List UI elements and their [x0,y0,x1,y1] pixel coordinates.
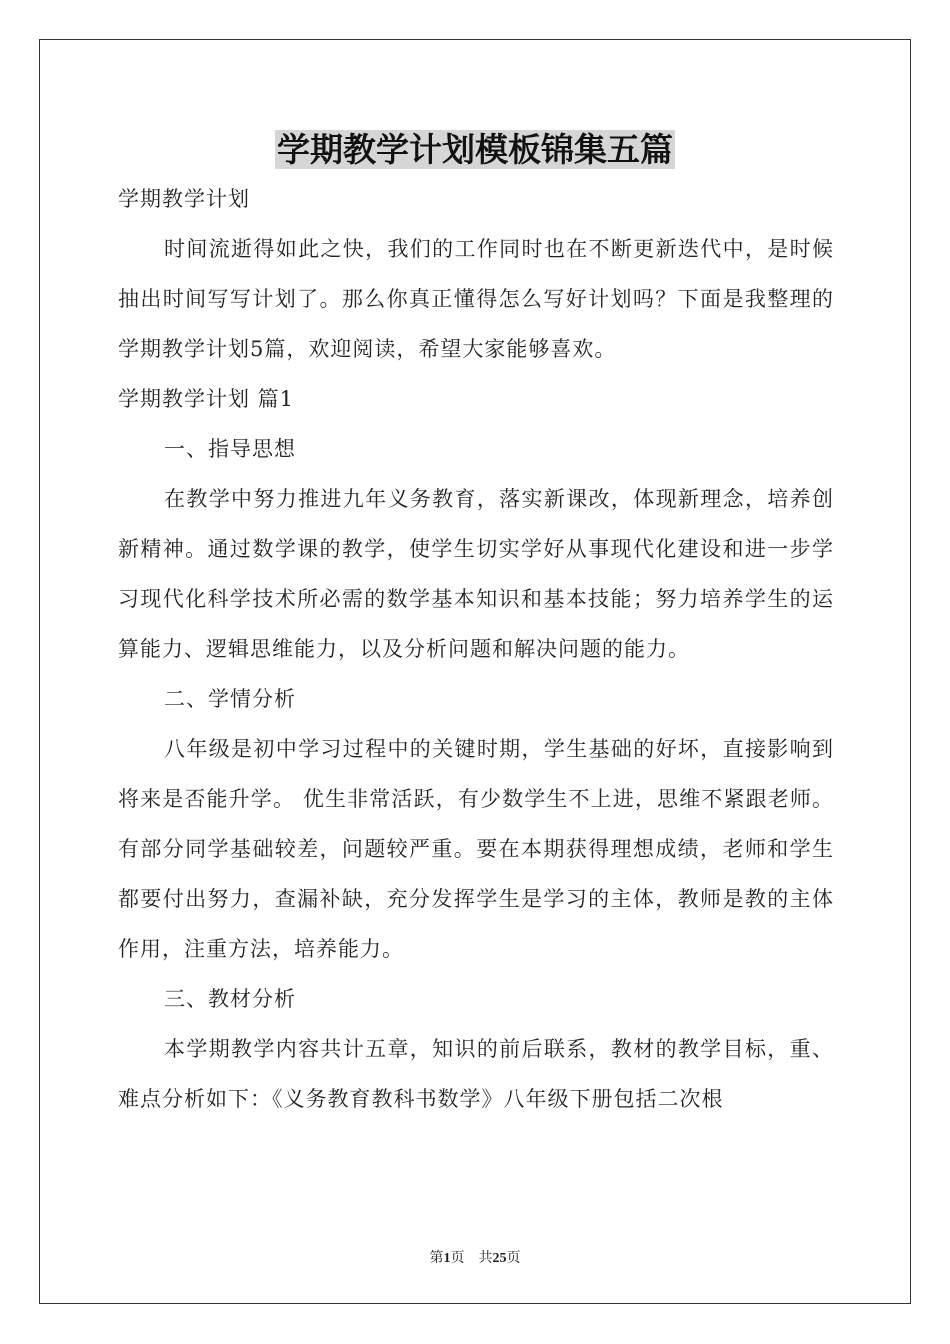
section-label: 学期教学计划 [118,187,250,211]
document-title [0,128,950,172]
footer-page-total: 25 [492,1251,507,1266]
guiding-ideas-paragraph: 在教学中努力推进九年义务教育，落实新课改，体现新理念，培养创新精神。通过数学课的教学，使学生切实学好从事现代化建设和进一步学习现代化科学技术所必需的数学基本知识和基本技能；努力培养学生的运算能力、逻辑思维能力，以及分析问题和解决问题的能力。 [118,487,834,661]
subheading-textbook-analysis: 三、教材分析 [164,987,296,1011]
footer-mid: 页 共 [450,1251,493,1266]
footer-page-number: 1 [443,1251,451,1266]
subheading-student-analysis: 二、学情分析 [164,687,296,711]
subheading-guiding-ideas: 一、指导思想 [164,437,296,461]
textbook-analysis-paragraph: 本学期教学内容共计五章，知识的前后联系，教材的教学目标，重、难点分析如下：《义务教育教科书数学》八年级下册包括二次根 [118,1037,834,1111]
intro-paragraph: 时间流逝得如此之快，我们的工作同时也在不断更新迭代中，是时候抽出时间写写计划了。那么你真正懂得怎么写好计划吗？下面是我整理的学期教学计划5篇，欢迎阅读，希望大家能够喜欢。 [118,237,834,361]
page-footer [0,1247,950,1267]
student-analysis-paragraph: 八年级是初中学习过程中的关键时期，学生基础的好坏，直接影响到将来是否能升学。 优生非常活跃，有少数学生不上进，思维不紧跟老师。有部分同学基础较差，问题较严重。要在本期获得理想成绩，老师和学生都要付出努力，查漏补缺，充分发挥学生是学习的主体，教师是教的主体作用，注重方法，培养能力。 [118,737,834,961]
document-title-text: 学期教学计划模板锦集五篇 [277,130,673,169]
document-body [118,174,834,1124]
section-heading: 学期教学计划 篇1 [118,387,295,411]
footer-prefix: 第 [429,1251,444,1266]
footer-suffix: 页 [506,1251,521,1266]
